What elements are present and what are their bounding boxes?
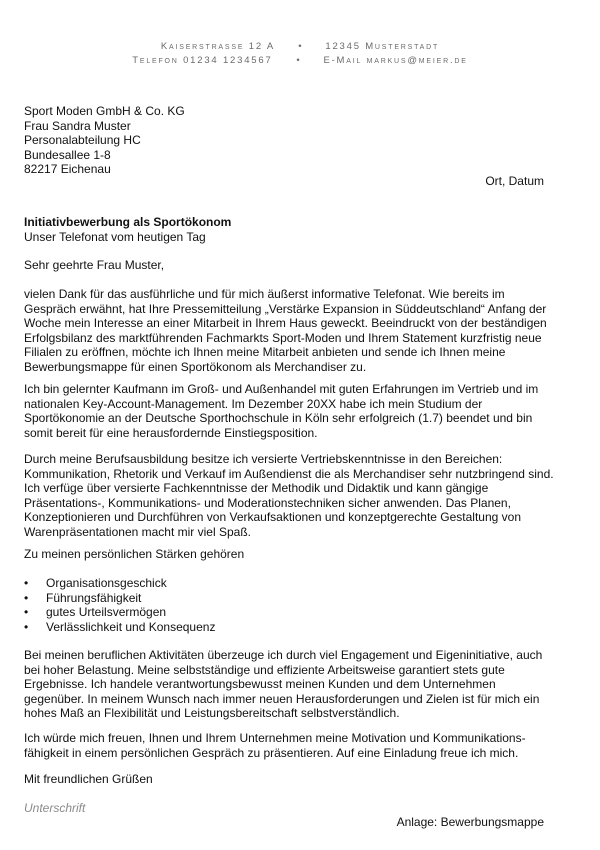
strengths-list bbox=[24, 576, 554, 634]
letterhead-city: 12345 Musterstadt bbox=[325, 41, 440, 52]
bullet-icon: • bbox=[24, 576, 29, 590]
letterhead-separator: • bbox=[298, 41, 302, 52]
list-item-label: gutes Urteilsvermögen bbox=[46, 605, 167, 619]
body-paragraph-education: Ich bin gelernter Kaufmann im Groß- und Außenhandel mit guten Erfahrungen im Vertrieb und im nationalen Key-Account-Management. Im Dezember 20XX habe ich mein Studium der Sportökonomie an der Deutsche Sporthochschule in Köln sehr erfolgreich (1.7) beendet und bin somit bereit für eine herausfordernde Einstiegsposition. bbox=[24, 382, 539, 440]
subject-title: Initiativbewerbung als Sportökonom bbox=[24, 215, 232, 229]
recipient-address bbox=[24, 104, 554, 177]
body-paragraph-interview: Ich würde mich freuen, Ihnen und Ihrem Unternehmen meine Motivation und Kommunikations-fähigkeit in einem persönlichen Gespräch zu präsentieren. Auf eine Einladung freue ich mich. bbox=[24, 731, 526, 760]
letter-date: Ort, Datum bbox=[485, 174, 544, 188]
attachment-note: Anlage: Bewerbungsmappe bbox=[396, 815, 544, 829]
recipient-city: 82217 Eichenau bbox=[24, 162, 111, 176]
list-item-label: Organisationsgeschick bbox=[46, 576, 167, 590]
salutation: Sehr geehrte Frau Muster, bbox=[24, 258, 165, 272]
body-paragraph-intro: vielen Dank für das ausführliche und für mich äußerst informative Telefonat. Wie bereits im Gespräch erwähnt, hat Ihre Pressemitteilung „Verstärke Expansion in Süddeutschland“ Anfang der Woche mein Interesse an einer Mitarbeit in Ihrem Haus geweckt. Beeindruckt von der beständigen Erfolgsbilanz des marktführenden Fachmarkts Sport-Moden und Ihrem Statement kurzfristig neue Filialen zu eröffnen, möchte ich Ihnen meine Mitarbeit anbieten und sende ich Ihnen meine Bewerbungsmappe für einen Sportökonom als Merchandiser zu. bbox=[24, 287, 547, 374]
subject-block bbox=[24, 215, 554, 244]
recipient-person: Frau Sandra Muster bbox=[24, 118, 131, 133]
recipient-department: Personalabteilung HC bbox=[24, 133, 141, 147]
bullet-icon: • bbox=[24, 590, 29, 605]
bullet-icon: • bbox=[24, 605, 29, 619]
signature-placeholder: Unterschrift bbox=[24, 801, 86, 815]
letterhead-separator: • bbox=[296, 55, 300, 66]
body-paragraph-work-style: Bei meinen beruflichen Aktivitäten überzeuge ich durch viel Engagement und Eigeninitiative, auch bei hoher Belastung. Meine selbstständige und effiziente Arbeitsweise garantiert stets gute Ergebnisse. Ich handele verantwortungsbewusst meinen Kunden und dem Unternehmen gegenüber. In meinem Wunsch nach immer neuen Herausforderungen und Zielen ist für mich ein hohes Maß an Flexibilität und Leistungsbereitschaft selbstverständlich. bbox=[24, 648, 543, 720]
list-item bbox=[24, 605, 554, 620]
list-item bbox=[24, 620, 554, 635]
letterhead-street: Kaiserstrasse 12 A bbox=[160, 41, 275, 52]
letterhead-contact-line bbox=[0, 55, 600, 66]
recipient-company: Sport Moden GmbH & Co. KG bbox=[24, 104, 185, 118]
list-item bbox=[24, 576, 554, 591]
recipient-street: Bundesallee 1-8 bbox=[24, 147, 111, 162]
letterhead-address-line bbox=[0, 41, 600, 52]
bullet-icon: • bbox=[24, 619, 29, 634]
letterhead-phone: Telefon 01234 1234567 bbox=[132, 55, 273, 66]
subject-reference: Unser Telefonat vom heutigen Tag bbox=[24, 229, 206, 244]
strengths-heading: Zu meinen persönlichen Stärken gehören bbox=[24, 547, 245, 561]
letterhead-email: E-Mail markus@meier.de bbox=[323, 55, 468, 66]
list-item-label: Führungsfähigkeit bbox=[46, 590, 142, 605]
body-paragraph-skills: Durch meine Berufsausbildung besitze ich versierte Vertriebskenntnisse in den Bereichen: Kommunikation, Rhetorik und Verkauf im Außendienst die als Merchandiser sehr nutzbringend sind. Ich verfüge über versierte Fachkenntnisse der Methodik und Didaktik und kann gängige Präsentations-, Kommunikations- und Moderationstechniken sicher anwenden. Das Planen, Konzeptionieren und Durchführen von Verkaufsaktionen und konzeptgerechte Gestaltung von Warenpräsentationen macht mir viel Spaß. bbox=[24, 452, 554, 539]
list-item bbox=[24, 591, 554, 606]
list-item-label: Verlässlichkeit und Konsequenz bbox=[46, 619, 216, 634]
closing-phrase: Mit freundlichen Grüßen bbox=[24, 772, 153, 786]
